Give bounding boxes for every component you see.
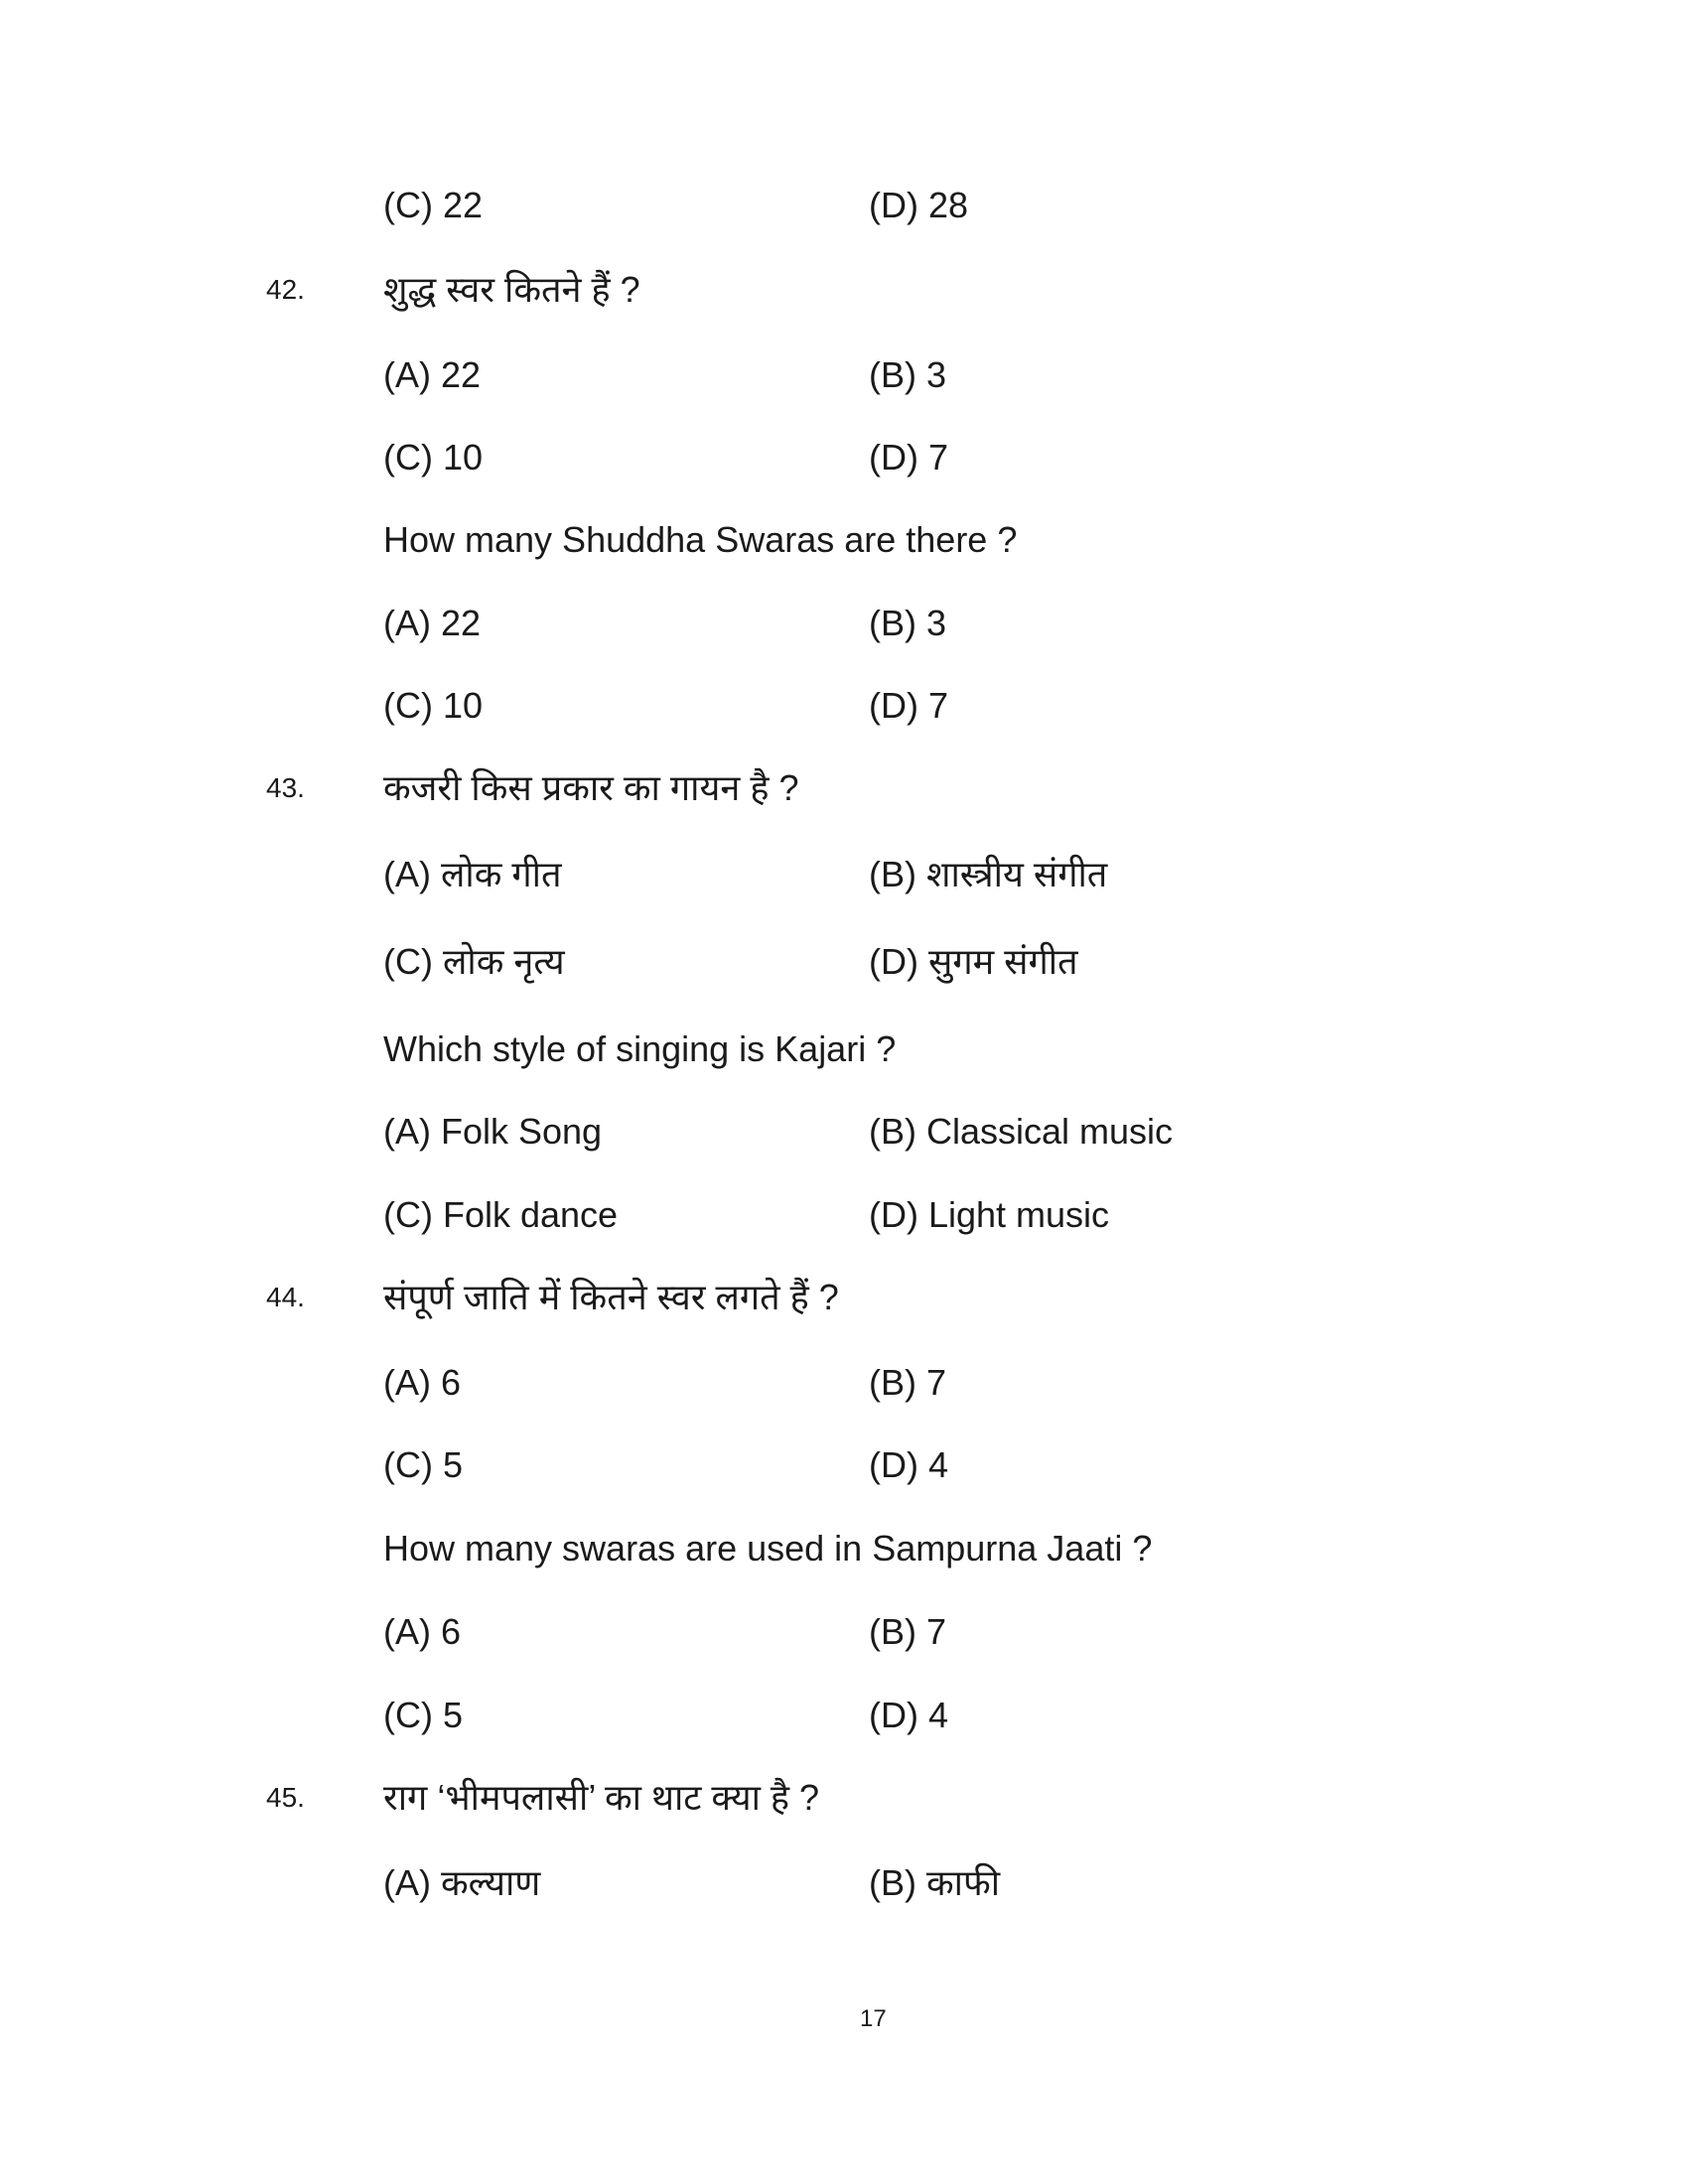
option-d: (D) 28 (869, 185, 969, 225)
question-text-hindi: कजरी किस प्रकार का गायन है ? (383, 767, 799, 808)
option-a: (A) 22 (383, 354, 482, 395)
question-text-hindi: संपूर्ण जाति में कितने स्वर लगते हैं ? (383, 1277, 839, 1317)
option-a: (A) 6 (383, 1362, 462, 1403)
option-a: (A) 22 (383, 603, 482, 643)
option-c: (C) Folk dance (383, 1194, 619, 1235)
question-text-english: How many Shuddha Swaras are there ? (383, 519, 1018, 560)
option-a: (A) Folk Song (383, 1111, 603, 1152)
question-number: 45. (266, 1782, 305, 1813)
option-d: (D) 7 (869, 685, 948, 726)
question-number: 43. (266, 772, 305, 803)
option-b: (B) 3 (869, 354, 947, 395)
option-a: (A) 6 (383, 1611, 462, 1652)
option-d: (D) 4 (869, 1444, 948, 1485)
option-d: (D) 7 (869, 437, 948, 478)
option-d: (D) Light music (869, 1194, 1110, 1235)
question-text-hindi: शुद्ध स्वर कितने हैं ? (383, 269, 640, 310)
option-c: (C) लोक नृत्य (383, 941, 565, 982)
page-number: 17 (860, 2005, 887, 2032)
question-text-english: How many swaras are used in Sampurna Jaati ? (383, 1528, 1153, 1569)
option-b: (B) Classical music (869, 1111, 1174, 1152)
option-b: (B) 3 (869, 603, 947, 643)
option-c: (C) 5 (383, 1444, 463, 1485)
option-a: (A) कल्याण (383, 1862, 541, 1903)
option-d: (D) 4 (869, 1695, 948, 1735)
option-a: (A) लोक गीत (383, 854, 562, 894)
option-b: (B) काफी (869, 1862, 1001, 1903)
option-c: (C) 5 (383, 1695, 463, 1735)
option-b: (B) शास्त्रीय संगीत (869, 854, 1108, 894)
question-number: 42. (266, 274, 305, 305)
option-c: (C) 10 (383, 685, 484, 726)
question-text-hindi: राग ‘भीमपलासी’ का थाट क्या है ? (383, 1777, 820, 1818)
question-number: 44. (266, 1282, 305, 1312)
question-text-english: Which style of singing is Kajari ? (383, 1028, 897, 1069)
option-b: (B) 7 (869, 1362, 947, 1403)
option-c: (C) 22 (383, 185, 484, 225)
option-d: (D) सुगम संगीत (869, 941, 1078, 982)
option-c: (C) 10 (383, 437, 484, 478)
option-b: (B) 7 (869, 1611, 947, 1652)
